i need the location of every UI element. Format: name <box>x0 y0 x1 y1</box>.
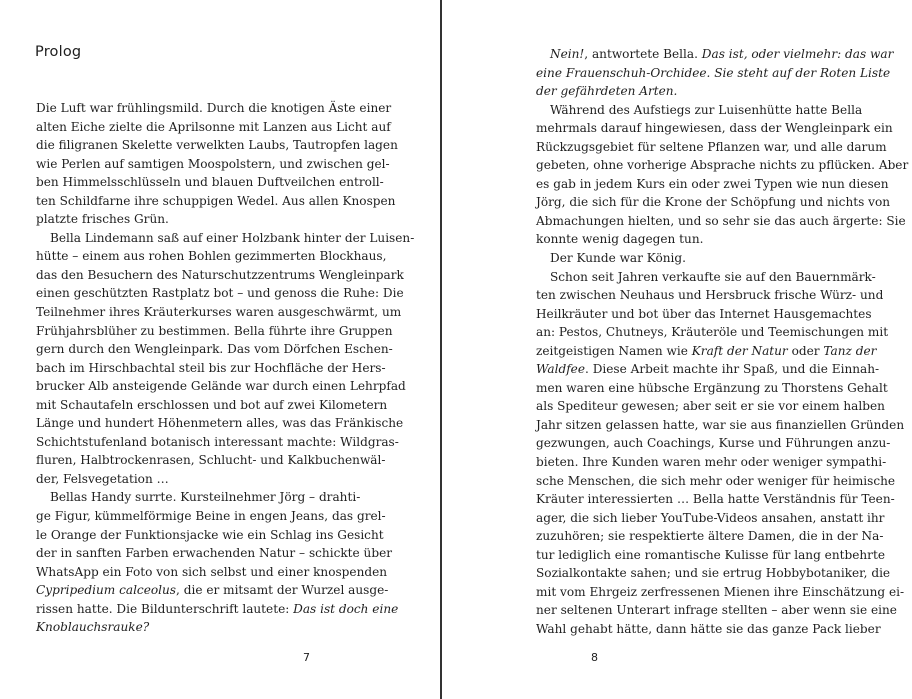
text-line: ten Schildfarne ihre schuppigen Wedel. Aus allen Knospen <box>36 193 396 208</box>
text-line: alten Eiche zielte die Aprilsonne mit Lanzen aus Licht auf <box>36 119 391 134</box>
text-line: platzte frisches Grün. <box>36 212 169 227</box>
text-line: Frühjahrsblüher zu bestimmen. Bella führte ihre Gruppen <box>36 323 393 338</box>
text-line: bieten. Ihre Kunden waren mehr oder weniger sympathi- <box>536 455 887 470</box>
text-line: sche Menschen, die sich mehr oder weniger für heimische <box>536 473 896 488</box>
text-line: mit vom Ehrgeiz zerfressenen Mienen ihre Einschätzung ei- <box>536 584 905 599</box>
text-line: der gefährdeten Arten. <box>536 84 678 99</box>
text-line: einen geschützten Rastplatz bot – und genoss die Ruhe: Die <box>36 286 404 301</box>
text-line: fluren, Halbtrockenrasen, Schlucht- und Kalkbuchenwäl- <box>36 453 386 468</box>
text-line: wie Perlen auf samtigen Moospolstern, und zwischen gel- <box>36 156 390 171</box>
text-line: Schichtstufenland botanisch interessant machte: Wildgras- <box>36 434 399 449</box>
text-line: Rückzugsgebiet für seltene Pflanzen war, und alle darum <box>536 139 887 154</box>
text-line: eine Frauenschuh-Orchidee. Sie steht auf der Roten Liste <box>536 65 891 80</box>
text-line: zeitgeistigen Namen wie Kraft der Natur oder Tanz der <box>536 343 877 358</box>
text-line: konnte wenig dagegen tun. <box>536 232 704 247</box>
text-line: Teilnehmer ihres Kräuterkurses waren ausgeschwärmt, um <box>36 305 402 320</box>
text-line: Bella Lindemann saß auf einer Holzbank hinter der Luisen- <box>50 230 415 245</box>
right-page-text <box>536 45 909 639</box>
text-line: Länge und hundert Höhenmetern alles, was das Fränkische <box>36 416 404 431</box>
text-line: bach im Hirschbachtal steil bis zur Hochfläche der Hers- <box>36 360 386 375</box>
text-line: der, Felsvegetation … <box>36 471 169 486</box>
text-line: Bellas Handy surrte. Kursteilnehmer Jörg – drahti- <box>50 490 361 505</box>
text-line: men waren eine hübsche Ergänzung zu Thorstens Gehalt <box>536 380 888 395</box>
chapter-header: Prolog <box>35 44 82 60</box>
text-line: hütte – einem aus rohen Bohlen gezimmerten Blockhaus, <box>36 249 387 264</box>
text-line: die filigranen Skelette verwelkten Laubs, Tautropfen lagen <box>36 138 398 153</box>
text-line: ben Himmelsschlüsseln und blauen Duftveilchen entroll- <box>36 175 384 190</box>
text-line: Waldfee. Diese Arbeit machte ihr Spaß, und die Einnah- <box>536 362 880 377</box>
text-line: Schon seit Jahren verkaufte sie auf den Bauernmärk- <box>550 269 876 284</box>
text-line: mit Schautafeln erschlossen und bot auf zwei Kilometern <box>36 397 388 412</box>
text-line: WhatsApp ein Foto von sich selbst und einer knospenden <box>36 564 388 579</box>
text-line: Jahr sitzen gelassen hatte, war sie aus finanziellen Gründen <box>536 417 905 432</box>
text-line: tur lediglich eine romantische Kulisse für lang entbehrte <box>536 547 885 562</box>
left-page-number: 7 <box>303 651 310 664</box>
text-line: Während des Aufstiegs zur Luisenhütte hatte Bella <box>550 102 863 117</box>
text-line: es gab in jedem Kurs ein oder zwei Typen wie nun diesen <box>536 176 889 191</box>
text-line: Jörg, die sich für die Krone der Schöpfung und nichts von <box>536 195 891 210</box>
text-line: Knoblauchsrauke? <box>36 620 150 635</box>
text-line: Sozialkontakte sahen; und sie ertrug Hobbybotaniker, die <box>536 566 891 581</box>
page-gutter-divider <box>440 0 442 699</box>
text-line: Cypripedium calceolus, die er mitsamt der Wurzel ausge- <box>36 583 389 598</box>
text-line: Kräuter interessierten … Bella hatte Verständnis für Teen- <box>536 492 895 507</box>
text-line: Der Kunde war König. <box>550 251 686 266</box>
text-line: ager, die sich lieber YouTube-Videos ansahen, anstatt ihr <box>536 510 885 525</box>
text-line: gebeten, ohne vorherige Absprache nichts zu pflücken. Aber <box>536 158 909 173</box>
text-line: rissen hatte. Die Bildunterschrift lautete: Das ist doch eine <box>36 601 399 616</box>
text-line: gern durch den Wengleinpark. Das vom Dörfchen Eschen- <box>36 342 393 357</box>
text-line: ner seltenen Unterart infrage stellten – aber wenn sie eine <box>536 603 897 618</box>
text-line: als Spediteur gewesen; aber seit er sie vor einem halben <box>536 399 885 414</box>
text-line: das den Besuchern des Naturschutzzentrums Wengleinpark <box>36 267 404 282</box>
text-line: brucker Alb ansteigende Gelände war durch einen Lehrpfad <box>36 379 406 394</box>
left-page-text <box>36 99 415 637</box>
text-line: Nein!, antwortete Bella. Das ist, oder vielmehr: das war <box>550 47 894 61</box>
text-line: gezwungen, auch Coachings, Kurse und Führungen anzu- <box>536 436 891 451</box>
text-line: ge Figur, kümmelförmige Beine in engen Jeans, das grel- <box>36 509 386 524</box>
text-line: le Orange der Funktionsjacke wie ein Schlag ins Gesicht <box>36 527 384 542</box>
text-line: der in sanften Farben erwachenden Natur – schickte über <box>36 546 393 561</box>
text-line: Wahl gehabt hätte, dann hätte sie das ganze Pack lieber <box>536 621 881 636</box>
text-line: zuzuhören; sie respektierte ältere Damen, die in der Na- <box>536 529 884 544</box>
text-line: ten zwischen Neuhaus und Hersbruck frische Würz- und <box>536 288 884 303</box>
text-line: Heilkräuter und bot über das Internet Hausgemachtes <box>536 306 872 321</box>
text-line: mehrmals darauf hingewiesen, dass der Wengleinpark ein <box>536 121 893 136</box>
right-page-number: 8 <box>591 651 598 664</box>
right-page <box>443 0 912 699</box>
text-line: Abmachungen hielten, und so sehr sie das auch ärgerte: Sie <box>536 213 906 228</box>
left-page <box>0 0 440 699</box>
text-line: an: Pestos, Chutneys, Kräuteröle und Teemischungen mit <box>536 325 889 340</box>
text-line: Die Luft war frühlingsmild. Durch die knotigen Äste einer <box>36 101 392 115</box>
